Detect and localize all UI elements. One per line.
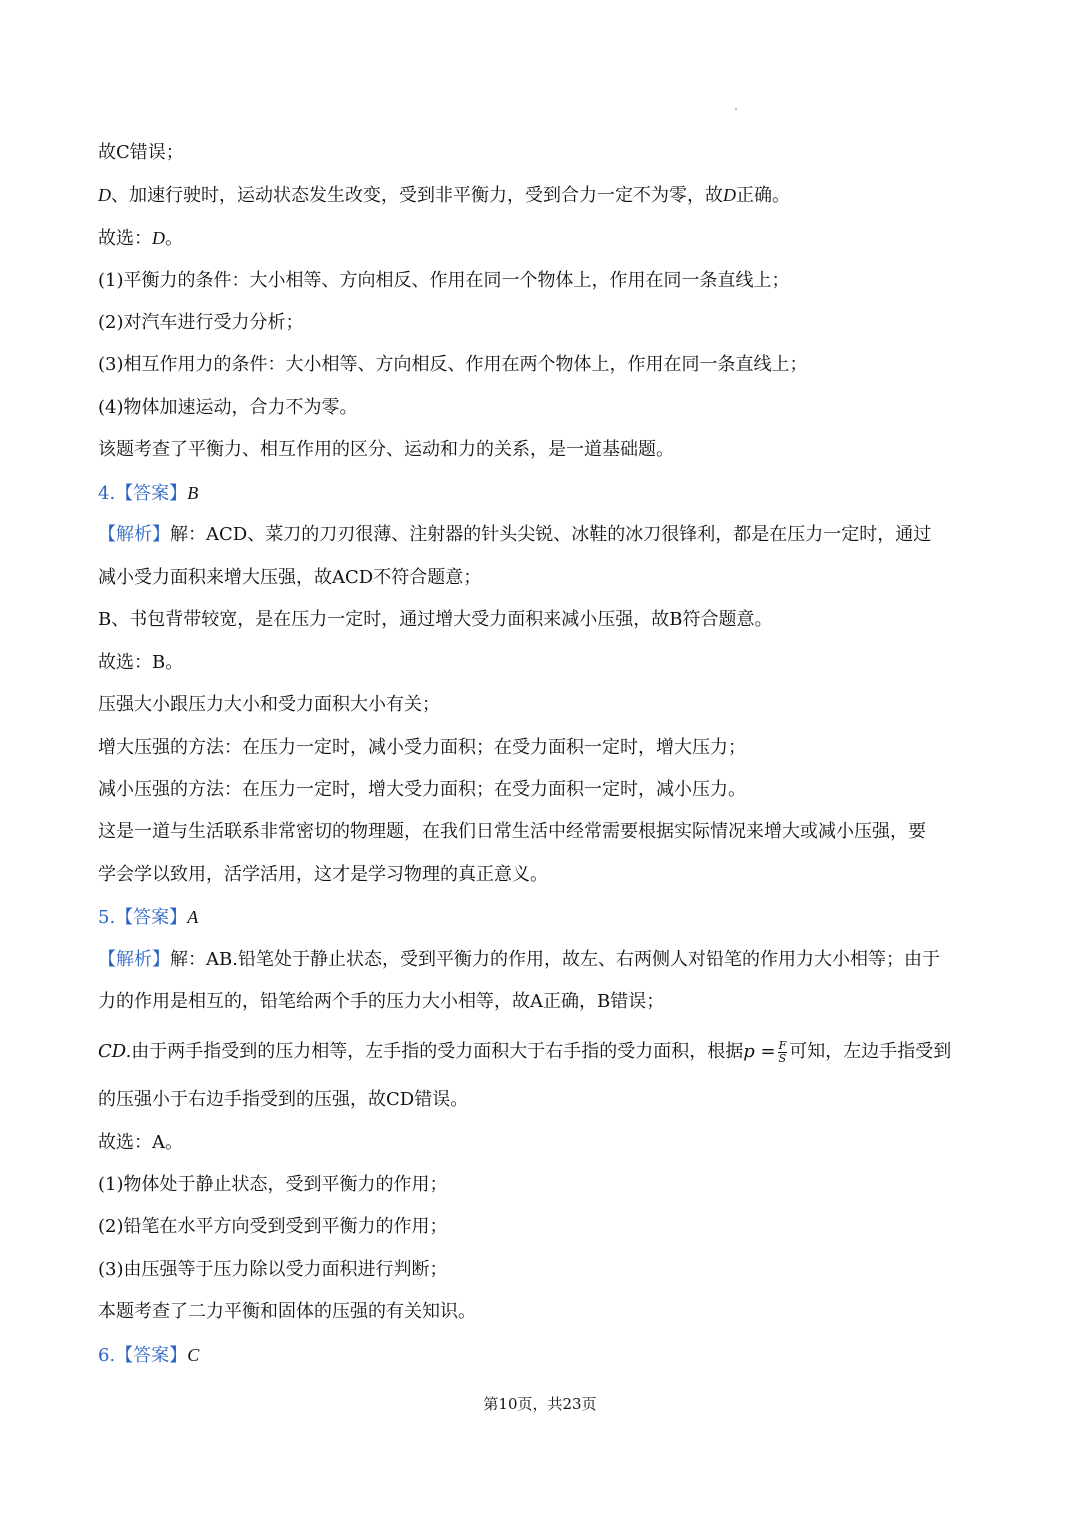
q5-cd-prefix: CD. (98, 1041, 132, 1062)
q4-analysis-label: 【解析】 (98, 524, 170, 545)
q4-answer-value: B (187, 483, 199, 503)
q5-point-2: (2)铅笔在水平方向受到受到平衡力的作用； (98, 1216, 448, 1237)
formula-numerator: F (778, 1038, 787, 1052)
q3-d-text: 、加速行驶时，运动状态发生改变，受到非平衡力，受到合力一定不为零，故 (111, 185, 723, 206)
q3-choose-prefix: 故选： (98, 228, 152, 249)
formula-lhs: p = (743, 1041, 776, 1062)
page-number: 第10页，共23页 (483, 1395, 597, 1413)
q4-answer-label: 4.【答案】 (98, 483, 188, 504)
q3-c-wrong: 故C错误； (98, 142, 184, 163)
q4-note-2: 增大压强的方法：在压力一定时，减小受力面积；在受力面积一定时，增大压力； (98, 737, 746, 758)
q4-note-1: 压强大小跟压力大小和受力面积大小有关； (98, 694, 440, 715)
q4-analysis-2: 减小受力面积来增大压强，故ACD不符合题意； (98, 567, 482, 588)
q3-point-1: (1)平衡力的条件：大小相等、方向相反、作用在同一个物体上，作用在同一条直线上； (98, 270, 790, 291)
scan-speck (735, 108, 737, 110)
q5-point-1: (1)物体处于静止状态，受到平衡力的作用； (98, 1174, 448, 1195)
q5-cd-suffix: 可知，左边手指受到 (789, 1041, 952, 1062)
q3-d-prefix: D (98, 185, 111, 205)
q3-point-4: (4)物体加速运动，合力不为零。 (98, 397, 358, 418)
q3-d-analysis (98, 182, 988, 209)
q4-note-4: 这是一道与生活联系非常密切的物理题，在我们日常生活中经常需要根据实际情况来增大或减小压强，要 (98, 821, 926, 842)
q5-answer-value: A (187, 907, 199, 927)
q5-analysis-1 (98, 947, 988, 973)
q3-point-2: (2)对汽车进行受力分析； (98, 312, 304, 333)
q4-analysis-3: B、书包背带较宽，是在压力一定时，通过增大受力面积来减小压强，故B符合题意。 (98, 609, 773, 630)
q4-answer (98, 480, 988, 507)
q4-analysis-1 (98, 522, 988, 548)
q3-choose-suffix: 。 (165, 228, 183, 249)
q5-cd-text: 由于两手指受到的压力相等，左手指的受力面积大于右手指的受力面积，根据 (131, 1041, 744, 1062)
q5-answer (98, 904, 988, 931)
q5-choose: 故选：A。 (98, 1132, 183, 1153)
q5-comment: 本题考查了二力平衡和固体的压强的有关知识。 (98, 1301, 476, 1322)
q5-analysis-2: 力的作用是相互的，铅笔给两个手的压力大小相等，故A正确，B错误； (98, 991, 665, 1012)
q5-analysis-3 (98, 1037, 988, 1067)
q4-note-3: 减小压强的方法：在压力一定时，增大受力面积；在受力面积一定时，减小压力。 (98, 779, 746, 800)
q5-analysis-label: 【解析】 (98, 949, 170, 970)
q3-point-3: (3)相互作用力的条件：大小相等、方向相反、作用在两个物体上，作用在同一条直线上； (98, 354, 808, 375)
q4-choose: 故选：B。 (98, 652, 184, 673)
q5-analysis-4: 的压强小于右边手指受到的压强，故CD错误。 (98, 1089, 469, 1110)
formula-denominator: S (778, 1051, 787, 1065)
q6-answer-label: 6.【答案】 (98, 1345, 188, 1366)
q6-answer-value: C (187, 1345, 200, 1365)
q4-note-5: 学会学以致用，活学活用，这才是学习物理的真正意义。 (98, 864, 548, 885)
q4-analysis-text-1: 解：ACD、菜刀的刀刃很薄、注射器的针头尖锐、冰鞋的冰刀很锋利，都是在压力一定时，通过 (170, 524, 932, 545)
q3-d-var: D (723, 185, 736, 205)
q6-answer (98, 1342, 988, 1369)
q3-choose (98, 225, 988, 252)
q5-answer-label: 5.【答案】 (98, 907, 188, 928)
q5-point-3: (3)由压强等于压力除以受力面积进行判断； (98, 1259, 448, 1280)
q3-choose-var: D (152, 228, 165, 248)
q3-comment: 该题考查了平衡力、相互作用的区分、运动和力的关系，是一道基础题。 (98, 439, 674, 460)
q5-analysis-text-1: 解：AB.铅笔处于静止状态，受到平衡力的作用，故左、右两侧人对铅笔的作用力大小相等；由于 (170, 949, 940, 970)
q3-d-suffix: 正确。 (736, 185, 790, 206)
formula-fraction (778, 1040, 788, 1065)
